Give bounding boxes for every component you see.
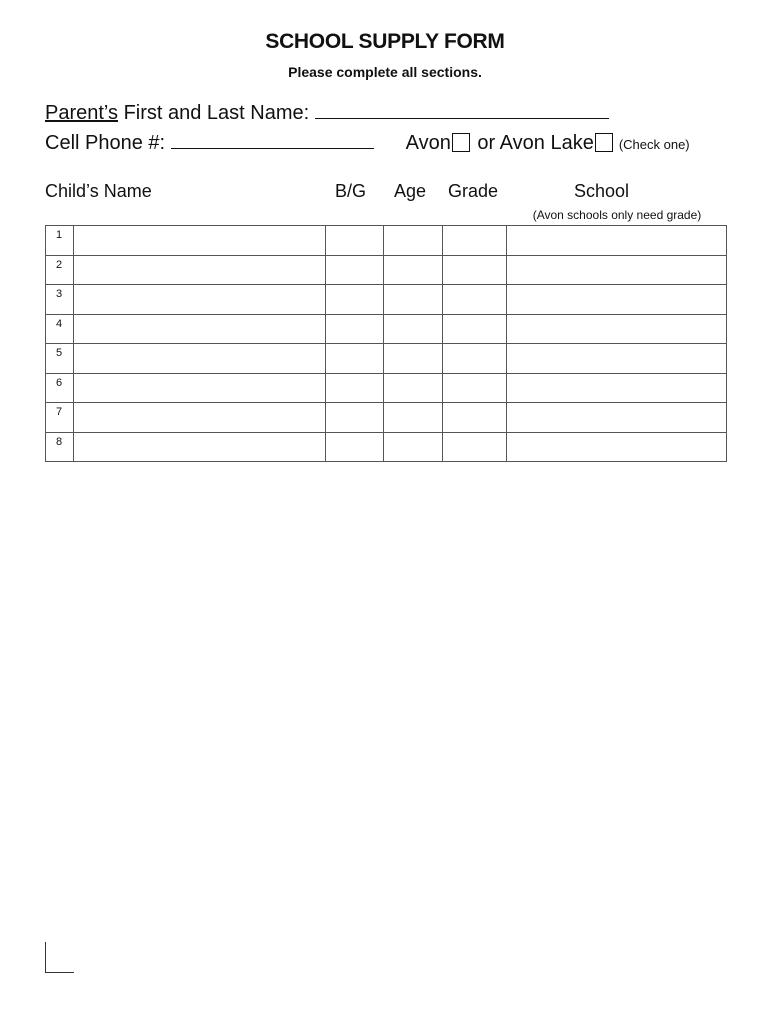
school-note: (Avon schools only need grade) [532, 208, 702, 222]
school-cell[interactable] [507, 285, 727, 315]
child-name-cell[interactable] [74, 255, 326, 285]
children-table [45, 225, 727, 462]
age-cell[interactable] [384, 373, 443, 403]
or-label: or [471, 132, 500, 154]
parent-label-underlined: Parent’s [45, 102, 119, 124]
phone-label: Cell Phone #: [45, 132, 171, 154]
parent-name-field[interactable] [315, 101, 609, 119]
school-cell[interactable] [507, 226, 727, 256]
age-cell[interactable] [384, 403, 443, 433]
table-row [46, 373, 727, 403]
header-age: Age [394, 181, 427, 201]
child-name-cell[interactable] [74, 226, 326, 256]
row-number: 5 [46, 344, 74, 374]
parent-label: First and Last Name: [118, 102, 315, 124]
bg-cell[interactable] [326, 285, 384, 315]
school-cell[interactable] [507, 403, 727, 433]
school-cell[interactable] [507, 373, 727, 403]
avon-label: Avon [405, 132, 451, 154]
child-name-cell[interactable] [74, 344, 326, 374]
age-cell[interactable] [384, 314, 443, 344]
page-corner-mark [45, 942, 74, 973]
row-number: 1 [46, 226, 74, 256]
bg-cell[interactable] [326, 373, 384, 403]
parent-name-line [45, 101, 609, 125]
table-row [46, 314, 727, 344]
grade-cell[interactable] [443, 285, 507, 315]
table-row [46, 285, 727, 315]
check-one-note: (Check one) [618, 137, 690, 152]
age-cell[interactable] [384, 285, 443, 315]
age-cell[interactable] [384, 344, 443, 374]
grade-cell[interactable] [443, 226, 507, 256]
bg-cell[interactable] [326, 432, 384, 462]
form-title: SCHOOL SUPPLY FORM [265, 30, 505, 53]
header-grade: Grade [448, 181, 499, 201]
row-number: 7 [46, 403, 74, 433]
age-cell[interactable] [384, 226, 443, 256]
child-name-cell[interactable] [74, 432, 326, 462]
row-number: 4 [46, 314, 74, 344]
row-number: 6 [46, 373, 74, 403]
child-name-cell[interactable] [74, 403, 326, 433]
row-number: 8 [46, 432, 74, 462]
row-number: 2 [46, 255, 74, 285]
school-cell[interactable] [507, 314, 727, 344]
table-row [46, 344, 727, 374]
school-cell[interactable] [507, 432, 727, 462]
bg-cell[interactable] [326, 226, 384, 256]
table-row [46, 226, 727, 256]
grade-cell[interactable] [443, 344, 507, 374]
grade-cell[interactable] [443, 255, 507, 285]
bg-cell[interactable] [326, 314, 384, 344]
header-school: School [574, 181, 630, 201]
bg-cell[interactable] [326, 255, 384, 285]
header-childs-name: Child’s Name [45, 181, 152, 201]
form-subtitle: Please complete all sections. [288, 64, 482, 80]
table-row [46, 432, 727, 462]
child-name-cell[interactable] [74, 373, 326, 403]
phone-field[interactable] [171, 131, 374, 149]
row-number: 3 [46, 285, 74, 315]
table-row [46, 255, 727, 285]
age-cell[interactable] [384, 255, 443, 285]
avon-lake-checkbox[interactable] [595, 133, 613, 152]
grade-cell[interactable] [443, 432, 507, 462]
header-bg: B/G [335, 181, 367, 201]
table-row [46, 403, 727, 433]
avon-checkbox[interactable] [452, 133, 470, 152]
child-name-cell[interactable] [74, 314, 326, 344]
bg-cell[interactable] [326, 344, 384, 374]
child-name-cell[interactable] [74, 285, 326, 315]
grade-cell[interactable] [443, 373, 507, 403]
avon-lake-label: Avon Lake [499, 132, 594, 154]
age-cell[interactable] [384, 432, 443, 462]
school-cell[interactable] [507, 344, 727, 374]
grade-cell[interactable] [443, 403, 507, 433]
school-cell[interactable] [507, 255, 727, 285]
phone-city-line [45, 131, 690, 155]
grade-cell[interactable] [443, 314, 507, 344]
bg-cell[interactable] [326, 403, 384, 433]
